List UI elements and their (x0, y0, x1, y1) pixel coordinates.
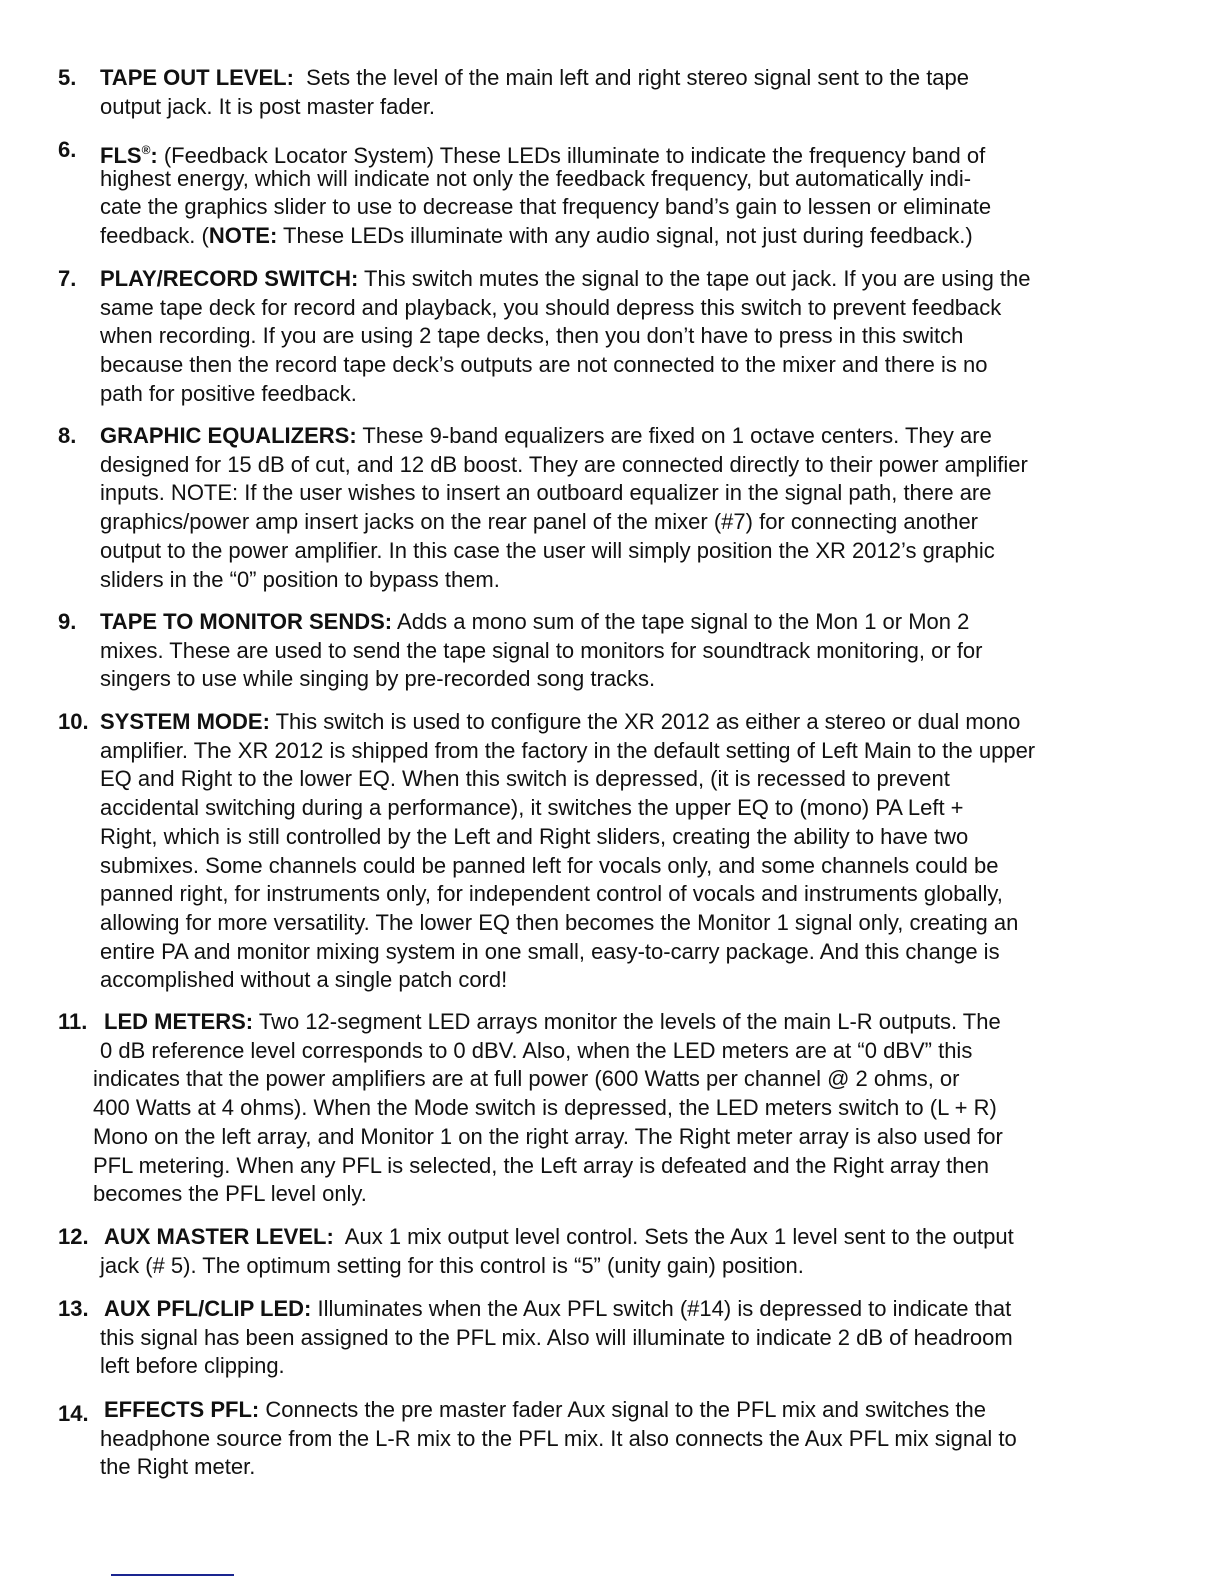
text-line (100, 451, 1028, 480)
text-line (100, 1352, 285, 1381)
text-line (100, 537, 995, 566)
text-line (100, 1324, 1013, 1353)
text-line (100, 737, 1035, 766)
text-line (100, 64, 969, 93)
body-text: the Right meter. (100, 1454, 256, 1480)
body-text: output jack. It is post master fader. (100, 93, 436, 119)
body-text: Sets the level of the main left and right stereo signal sent to the tape (293, 65, 970, 90)
text-line (100, 566, 500, 595)
item-number: 8. (58, 423, 77, 448)
item-heading: : (150, 143, 158, 168)
body-text: These LEDs illuminate with any audio signal, not just during feedback.) (277, 223, 973, 249)
body-text: becomes the PFL level only. (93, 1181, 367, 1207)
text-line (100, 93, 435, 122)
body-text: 400 Watts at 4 ohms). When the Mode switch is depressed, the LED meters switch to (L + R) (93, 1095, 997, 1121)
text-line (93, 1152, 989, 1181)
text-line (100, 422, 992, 451)
item-number: 11. (58, 1009, 88, 1034)
body-text: this signal has been assigned to the PFL mix. Also will illuminate to indicate 2 dB of headroom (100, 1324, 1013, 1350)
body-text: This switch is used to configure the XR 2012 as either a stereo or dual mono (269, 709, 1021, 734)
text-line (100, 294, 1001, 323)
body-text: singers to use while singing by pre-recorded song tracks. (100, 666, 656, 692)
item-heading: LED METERS: (104, 1009, 254, 1034)
body-text: graphics/power amp insert jacks on the rear panel of the mixer (#7) for connecting another (100, 509, 979, 535)
text-line (100, 1425, 1017, 1454)
body-text: PFL metering. When any PFL is selected, the Left array is defeated and the Right array then (93, 1152, 989, 1178)
body-text: indicates that the power amplifiers are at full power (600 Watts per channel @ 2 ohms, or (93, 1066, 960, 1092)
body-text: entire PA and monitor mixing system in one small, easy-to-carry package. And this change is (100, 938, 1000, 964)
body-text: designed for 15 dB of cut, and 12 dB boost. They are connected directly to their power amplifier (100, 451, 1028, 477)
body-text: Two 12-segment LED arrays monitor the levels of the main L-R outputs. The (253, 1009, 1001, 1034)
text-line (93, 1065, 960, 1094)
text-line (100, 1252, 804, 1281)
text-line (100, 193, 991, 222)
item-heading: TAPE OUT LEVEL: (100, 65, 294, 90)
text-line (93, 1123, 1003, 1152)
body-text: Illuminates when the Aux PFL switch (#14) is depressed to indicate that (311, 1296, 1012, 1321)
body-text: 0 dB reference level corresponds to 0 dBV. Also, when the LED meters are at “0 dBV” this (100, 1037, 973, 1063)
body-text: panned right, for instruments only, for independent control of vocals and instruments globally, (100, 881, 1003, 907)
text-line (100, 380, 357, 409)
text-line (100, 479, 992, 508)
item-number: 13. (58, 1296, 89, 1321)
body-text: jack (# 5). The optimum setting for this control is “5” (unity gain) position. (100, 1252, 804, 1278)
item-heading: SYSTEM MODE: (100, 709, 270, 734)
item-heading: EFFECTS PFL: (104, 1397, 260, 1422)
text-line (93, 1180, 367, 1209)
body-text: when recording. If you are using 2 tape decks, then you don’t have to press in this switch (100, 323, 964, 349)
item-number: 12. (58, 1224, 89, 1249)
item-heading: FLS (100, 143, 142, 168)
body-text: (Feedback Locator System) These LEDs illuminate to indicate the frequency band of (157, 143, 986, 168)
text-line (100, 222, 973, 251)
body-text: Connects the pre master fader Aux signal to the PFL mix and switches the (259, 1397, 986, 1422)
item-number: 6. (58, 137, 77, 162)
text-line (100, 322, 963, 351)
body-text: EQ and Right to the lower EQ. When this switch is depressed, (it is recessed to prevent (100, 766, 950, 792)
body-text: sliders in the “0” position to bypass them. (100, 566, 500, 592)
item-number: 14. (58, 1401, 89, 1426)
text-line (104, 1223, 1014, 1252)
item-heading: AUX PFL/CLIP LED: (104, 1296, 312, 1321)
text-line (100, 794, 964, 823)
item-number: 10. (58, 709, 89, 734)
body-text: Mono on the left array, and Monitor 1 on the right array. The Right meter array is also used for (93, 1123, 1003, 1149)
text-line (104, 1008, 1001, 1037)
body-text: left before clipping. (100, 1353, 285, 1379)
body-text: amplifier. The XR 2012 is shipped from the factory in the default setting of Left Main to the upper (100, 737, 1036, 763)
text-line (100, 351, 988, 380)
body-text: allowing for more versatility. The lower EQ then becomes the Monitor 1 signal only, creating an (100, 909, 1019, 935)
text-line (100, 852, 998, 881)
body-text: These 9-band equalizers are fixed on 1 octave centers. They are (356, 423, 992, 448)
body-text: because then the record tape deck’s outputs are not connected to the mixer and there is no (100, 352, 988, 378)
text-line (100, 265, 1031, 294)
item-heading: PLAY/RECORD SWITCH: (100, 266, 359, 291)
item-heading: GRAPHIC EQUALIZERS: (100, 423, 357, 448)
item-heading: TAPE TO MONITOR SENDS: (100, 609, 393, 634)
text-line (100, 165, 971, 194)
text-line (100, 966, 507, 995)
item-heading: AUX MASTER LEVEL: (104, 1224, 334, 1249)
body-text: highest energy, which will indicate not only the feedback frequency, but automatically indi- (100, 165, 972, 191)
body-text: cate the graphics slider to use to decrease that frequency band’s gain to lessen or eliminate (100, 194, 992, 220)
item-number: 7. (58, 266, 77, 291)
text-line (100, 1453, 255, 1482)
body-text: feedback. ( (100, 223, 209, 249)
body-text: Aux 1 mix output level control. Sets the Aux 1 level sent to the output (333, 1224, 1014, 1249)
body-text: path for positive feedback. (100, 380, 357, 406)
text-line (104, 1396, 986, 1425)
body-text: headphone source from the L-R mix to the PFL mix. It also connects the Aux PFL mix signal to (100, 1425, 1017, 1451)
footer-rule (111, 1574, 234, 1576)
text-line (100, 909, 1018, 938)
body-text: same tape deck for record and playback, you should depress this switch to prevent feedback (100, 294, 1002, 320)
body-text: This switch mutes the signal to the tape out jack. If you are using the (358, 266, 1031, 291)
body-text: accomplished without a single patch cord! (100, 967, 508, 993)
text-line (100, 765, 950, 794)
text-line (100, 608, 969, 637)
item-number: 9. (58, 609, 77, 634)
body-text: mixes. These are used to send the tape signal to monitors for soundtrack monitoring, or for (100, 637, 983, 663)
item-number: 5. (58, 65, 77, 90)
body-text: Adds a mono sum of the tape signal to the Mon 1 or Mon 2 (392, 609, 970, 634)
body-text: submixes. Some channels could be panned left for vocals only, and some channels could be (100, 852, 999, 878)
text-line (100, 823, 968, 852)
body-text: output to the power amplifier. In this case the user will simply position the XR 2012’s graphic (100, 537, 995, 563)
body-text: Right, which is still controlled by the Left and Right sliders, creating the ability to have two (100, 823, 969, 849)
text-line (100, 708, 1020, 737)
text-line (100, 637, 983, 666)
body-text: accidental switching during a performance), it switches the upper EQ to (mono) PA Left + (100, 795, 964, 821)
item-heading: NOTE: (208, 223, 278, 249)
body-text: inputs. NOTE: If the user wishes to insert an outboard equalizer in the signal path, there are (100, 480, 992, 506)
text-line (104, 1295, 1011, 1324)
text-line (100, 938, 1000, 967)
text-line (100, 1037, 972, 1066)
text-line (93, 1094, 997, 1123)
text-line (100, 508, 978, 537)
registered-mark: ® (141, 143, 151, 157)
text-line (100, 880, 1003, 909)
text-line (100, 665, 655, 694)
